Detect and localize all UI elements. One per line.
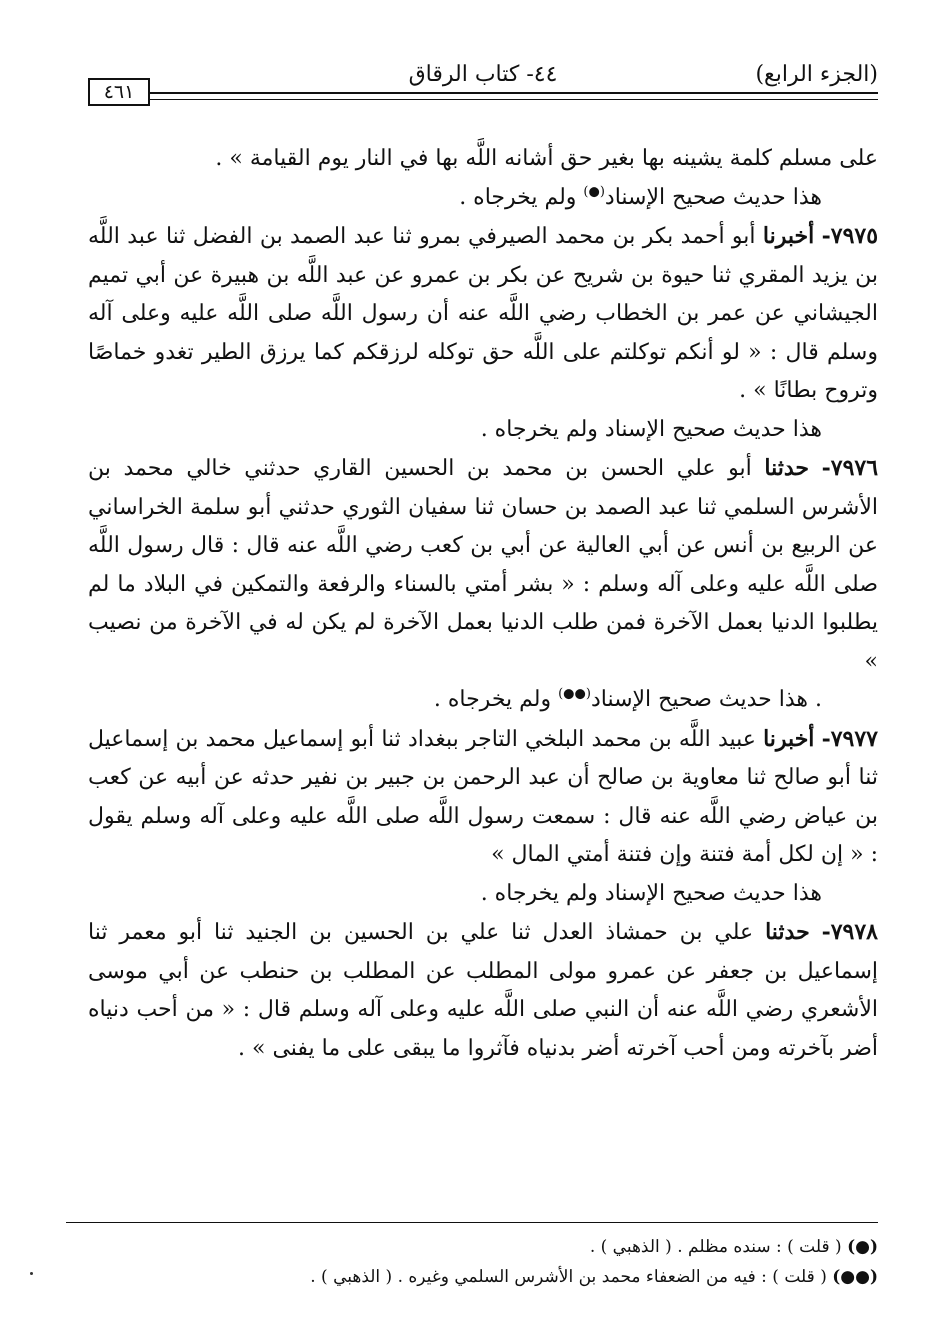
authenticity-remark (88, 179, 878, 218)
hadith-text: علي بن حمشاذ العدل ثنا علي بن الحسين بن الجنيد ثنا أبو معمر ثنا إسماعيل بن جعفر عن عمرو مولى المطلب عن المطلب بن حنطب عن أبي موسى الأشعري رضي اللَّه عنه أن النبي صلى اللَّه عليه وعلى آله وسلم قال : « من أحب دنياه أضر بآخرته ومن أحب آخرته أضر بدنياه فآثروا ما يبقى على ما يفنى » . (88, 920, 878, 1061)
remark-text: هذا حديث صحيح الإسناد (604, 184, 822, 210)
hadith-number: ٧٩٧٥- (821, 223, 879, 249)
footnote-marker: (●) (847, 1237, 878, 1257)
authenticity-remark (88, 875, 878, 914)
chapter-title: ٤٤- كتاب الرقاق (408, 62, 558, 87)
authenticity-remark (88, 411, 878, 450)
main-text (88, 140, 878, 1068)
hadith-text: أبو أحمد بكر بن محمد الصيرفي بمرو ثنا عبد الصمد بن الفضل ثنا عبد اللَّه بن يزيد المقري ثنا حيوة بن شريح عن بكر بن عمرو عن عبد اللَّه بن هبيرة عن أبي تميم الجيشاني عن عمر بن الخطاب رضي اللَّه عنه أن رسول اللَّه صلى اللَّه عليه وعلى آله وسلم قال : « لو أنكم توكلتم على اللَّه حق توكله لرزقكم كما يرزق الطير تغدو خماصًا وتروح بطانًا » . (88, 224, 878, 403)
footnote-separator (66, 1222, 878, 1223)
hadith-intro: حدثنا (764, 455, 809, 481)
authenticity-remark (88, 681, 878, 720)
remark-text: . هذا حديث صحيح الإسناد (590, 687, 822, 712)
hadith-intro: أخبرنا (762, 223, 815, 249)
footnotes (88, 1232, 878, 1292)
hadith-intro: حدثنا (765, 919, 810, 945)
header-rule-thick (150, 92, 878, 94)
running-header (88, 56, 878, 116)
hadith-text: أبو علي الحسن بن محمد بن الحسين القاري حدثني خالي محمد بن الأشرس السلمي ثنا عبد الصمد بن حسان ثنا سفيان الثوري حدثني أبو سلمة الخراساني عن الربيع بن أنس عن أبي العالية عن أبي بن كعب رضي اللَّه عنه قال : قال رسول اللَّه صلى اللَّه عليه وعلى آله وسلم : « بشر أمتي بالسناء والرفعة والتمكين في البلاد ما لم يطلبوا الدنيا بعمل الآخرة فمن طلب الدنيا بعمل الآخرة لم يكن له في الآخرة من نصيب » (88, 456, 878, 674)
hadith-number: ٧٩٧٨- (821, 919, 878, 945)
footnote-text: ( قلت ) : فيه من الضعفاء محمد بن الأشرس السلمي وغيره . ( الذهبي ) . (310, 1267, 833, 1287)
volume-title: (الجزء الرابع) (755, 62, 878, 87)
footnote-ref: (●●) (558, 686, 591, 702)
page-number-box: ٤٦١ (88, 78, 150, 106)
footnote-text: ( قلت ) : سنده مظلم . ( الذهبي ) . (589, 1237, 848, 1257)
hadith-paragraph (88, 449, 878, 681)
hadith-text: عبيد اللَّه بن محمد البلخي التاجر ببغداد ثنا أبو إسماعيل محمد بن إسماعيل ثنا أبو صالح ثنا معاوية بن صالح أن عبد الرحمن بن جبير بن نفير حدثه عن أبيه عن كعب بن عياض رضي اللَّه عنه قال : سمعت رسول اللَّه صلى اللَّه عليه وعلى آله وسلم يقول : « إن لكل أمة فتنة وإن فتنة أمتي المال » (88, 726, 878, 867)
hadith-paragraph (88, 720, 878, 875)
footnote (88, 1232, 878, 1262)
continuation-paragraph: على مسلم كلمة يشينه بها بغير حق أشانه اللَّه بها في النار يوم القيامة » . (215, 146, 878, 171)
hadith-intro: أخبرنا (763, 725, 815, 752)
remark-text: هذا حديث صحيح الإسناد ولم يخرجاه . (480, 880, 822, 906)
header-rule-thin (150, 99, 878, 100)
remark-text: ولم يخرجاه . (459, 184, 584, 210)
hadith-paragraph (88, 217, 878, 411)
remark-text: ولم يخرجاه . (433, 687, 559, 712)
footnote-ref: (●) (583, 184, 605, 200)
scan-speck (30, 1272, 33, 1275)
remark-text: هذا حديث صحيح الإسناد ولم يخرجاه . (480, 416, 822, 442)
hadith-paragraph (88, 913, 878, 1068)
hadith-number: ٧٩٧٦- (821, 455, 879, 481)
hadith-number: ٧٩٧٧- (821, 725, 878, 752)
footnote (88, 1262, 878, 1292)
footnote-marker: (●●) (832, 1267, 878, 1287)
